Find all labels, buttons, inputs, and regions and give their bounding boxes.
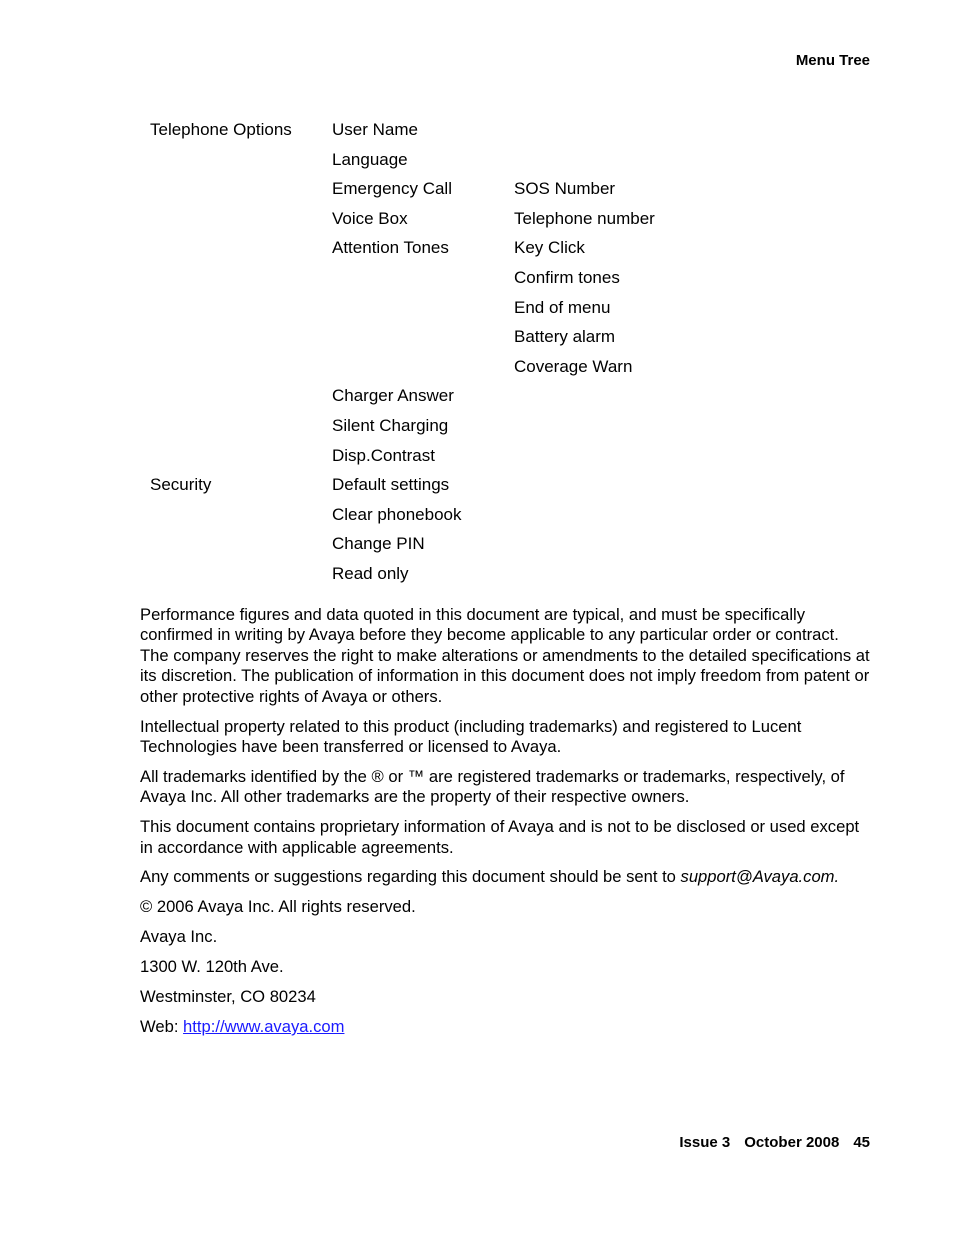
menu-subitem	[514, 472, 814, 502]
menu-category	[150, 147, 332, 177]
menu-category	[150, 235, 332, 265]
menu-item: Voice Box	[332, 208, 408, 228]
menu-tree-table	[150, 117, 850, 591]
web-label: Web:	[140, 1017, 184, 1036]
trademarks-paragraph: All trademarks identified by the ® or ™ are registered trademarks or trademarks, respectively, of Avaya Inc. All other trademarks are the property of their respective owners.	[140, 766, 845, 807]
menu-category	[150, 383, 332, 413]
menu-subitem	[514, 443, 814, 473]
menu-subitem	[514, 502, 814, 532]
menu-subitem: Key Click	[514, 238, 585, 258]
menu-subitem: Confirm tones	[514, 267, 620, 287]
issue-number: Issue 3	[679, 1134, 731, 1151]
menu-category	[150, 176, 332, 206]
proprietary-paragraph: This document contains proprietary information of Avaya and is not to be disclosed or used except in accordance with applicable agreements.	[140, 817, 860, 857]
menu-tree-row	[150, 176, 850, 206]
menu-category	[150, 324, 332, 354]
menu-item: Emergency Call	[332, 179, 452, 199]
page-number: 45	[853, 1134, 870, 1151]
menu-item: Silent Charging	[332, 415, 449, 435]
city-address: Westminster, CO 80234	[140, 987, 316, 1007]
web-line	[140, 1017, 870, 1037]
menu-subitem: Battery alarm	[514, 327, 616, 347]
website-link[interactable]: http://www.avaya.com	[183, 1017, 345, 1036]
menu-tree-row	[150, 413, 850, 443]
company-name: Avaya Inc.	[140, 927, 218, 947]
legal-notice	[140, 605, 870, 1047]
menu-category	[150, 206, 332, 236]
menu-tree-row	[150, 502, 850, 532]
menu-item	[332, 354, 514, 384]
running-header-title: Menu Tree	[795, 52, 870, 69]
menu-category	[150, 354, 332, 384]
menu-tree-row	[150, 472, 850, 502]
menu-category	[150, 265, 332, 295]
menu-category	[150, 413, 332, 443]
support-email: support@Avaya.com.	[680, 867, 840, 887]
menu-subitem	[514, 561, 814, 591]
menu-item: Language	[332, 149, 408, 169]
menu-subitem	[514, 147, 814, 177]
menu-tree-row	[150, 443, 850, 473]
menu-tree-row	[150, 147, 850, 177]
performance-paragraph: Performance figures and data quoted in this document are typical, and must be specifically confirmed in writing by Avaya before they become applicable to any particular order or contract. The company reserves the right to make alterations or amendments to the detailed specifications at its discretion. The publication of information in this document does not imply freedom from patent or other protective rights of Avaya or others.	[140, 605, 870, 706]
menu-subitem: SOS Number	[514, 179, 616, 199]
menu-subitem	[514, 413, 814, 443]
menu-category	[150, 531, 332, 561]
menu-tree-row	[150, 265, 850, 295]
menu-tree-row	[150, 235, 850, 265]
menu-category: Telephone Options	[150, 120, 292, 139]
menu-item: Default settings	[332, 475, 450, 495]
menu-item	[332, 265, 514, 295]
menu-item: Change PIN	[332, 534, 425, 554]
menu-item: Charger Answer	[332, 386, 454, 406]
menu-tree-row	[150, 295, 850, 325]
menu-subitem	[514, 117, 814, 147]
menu-subitem: End of menu	[514, 297, 611, 317]
menu-item: Disp.Contrast	[332, 445, 435, 465]
menu-category	[150, 295, 332, 325]
page-footer	[679, 1134, 870, 1151]
menu-item: Attention Tones	[332, 238, 449, 258]
menu-tree-row	[150, 354, 850, 384]
menu-subitem	[514, 383, 814, 413]
menu-item	[332, 324, 514, 354]
menu-tree-row	[150, 324, 850, 354]
menu-item: Clear phonebook	[332, 504, 462, 524]
menu-tree-row	[150, 531, 850, 561]
menu-item: Read only	[332, 563, 409, 583]
menu-tree-row	[150, 206, 850, 236]
intellectual-property-paragraph: Intellectual property related to this product (including trademarks) and registered to Lucent Technologies have been transferred or licensed to Avaya.	[140, 716, 802, 756]
menu-subitem: Coverage Warn	[514, 356, 633, 376]
menu-subitem: Telephone number	[514, 208, 655, 228]
comments-text: Any comments or suggestions regarding this document should be sent to	[140, 867, 681, 887]
menu-category	[150, 443, 332, 473]
menu-item: User Name	[332, 120, 418, 139]
menu-tree-row	[150, 117, 850, 147]
menu-item	[332, 295, 514, 325]
menu-tree-row	[150, 383, 850, 413]
comments-paragraph	[140, 867, 870, 887]
street-address: 1300 W. 120th Ave.	[140, 957, 284, 977]
menu-category: Security	[150, 475, 212, 495]
menu-category	[150, 561, 332, 591]
menu-category	[150, 502, 332, 532]
menu-tree-row	[150, 561, 850, 591]
copyright-line: © 2006 Avaya Inc. All rights reserved.	[140, 897, 416, 917]
menu-subitem	[514, 531, 814, 561]
issue-date: October 2008	[744, 1134, 840, 1151]
